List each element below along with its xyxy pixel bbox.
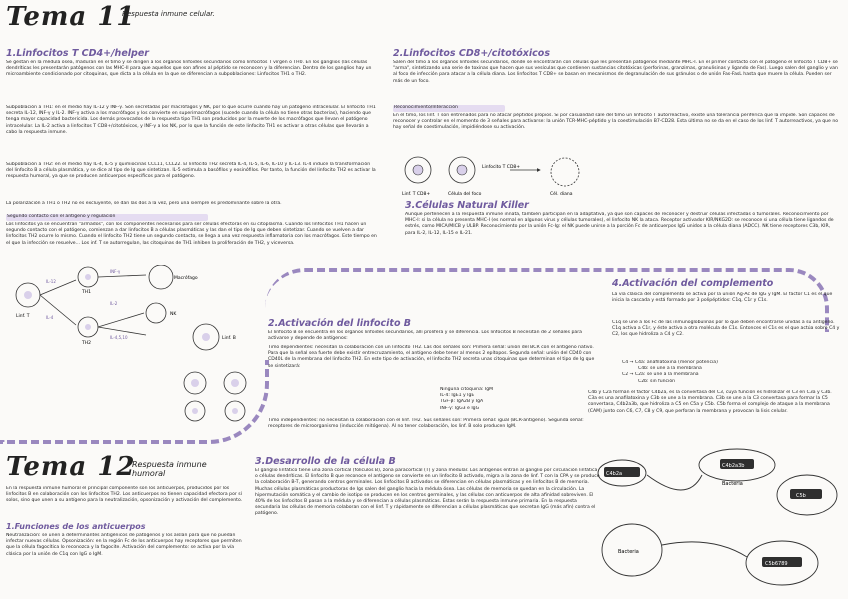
section-1-second-contact-heading: Segundo contacto con el antígeno y regulación xyxy=(6,214,208,221)
section-1-p3: Subpoblación a TH2: en el medio hay IL-4, IL-5 y quimiocinas CCL11, CCL22. El linfocito TH2 secreta IL-4, IL-5, IL-6, IL-10 y IL-13. IL-4 induce la transformación del linfocito B a célula plasmática, y se dice al tipo de Ig que sintetizan. IL-5 estimula a basófilos y eosinófilos. Por tanto, la función del linfocito TH2 es activar la respuesta humoral, ya que se producen anticuerpos específicos para el patógeno. xyxy=(6,162,376,180)
tema12-section-2-p2: Timo dependientes: necesitan la colaboración con un linfocito TH2. Las dos señales son: Primera señal: unión del BCR con el antígeno nativo. Para que la señal sea fuerte debe existir entrecruzamiento, el antígeno debe tener al menos 2 epítopos. Segunda señal: unión del CD40 con CD40L de la membrana del linfocito TH2. En este tipo de activación, el linfocito TH2 secreta unas citoquinas que determinan el tipo de Ig que se sintetizará: xyxy=(268,345,595,369)
complement-item: C4b: se une a la membrana xyxy=(638,366,702,372)
section-1-heading: 1.Linfocitos T CD4+/helper xyxy=(6,48,149,59)
tema-12-title: Tema 12 xyxy=(6,452,136,482)
section-2-heading: 2.Linfocitos CD8+/citotóxicos xyxy=(393,48,550,59)
diagram-label-4: TH2 xyxy=(82,341,91,346)
diagram-label-5: INF-γ xyxy=(110,269,121,274)
complement-label-0: C4b2a xyxy=(606,471,623,477)
cd8-interaction-diagram xyxy=(400,150,600,200)
diagram-label-10: Linf. B xyxy=(222,336,236,341)
tema12-section-2-p3: Timo independientes: no necesitan la colaboración con el linf. TH2. Sus señales son: Primera señal: igual (BCR-antígeno). Segunda señal: receptores de microorganismo (inducción mitógena). Al no tener colaboración, los linf. B solo producen IgM. xyxy=(268,418,584,430)
complement-item: C4 → C4a: anafilatoxina (menor potencia) xyxy=(622,360,718,365)
complement-label-5: Bacteria xyxy=(722,481,743,487)
complement-label-1: C4b2a3b xyxy=(722,463,745,469)
b-cell-drawings xyxy=(175,365,265,425)
cytokine-item: TGF-β: IgA2B y IgA xyxy=(440,399,484,405)
th-polarization-diagram xyxy=(6,265,261,360)
diagram-label-8: Macrófago xyxy=(174,276,198,281)
cytokine-isotype-list xyxy=(440,387,590,412)
cytokine-item: IL-4: IgE1 y IgE xyxy=(440,393,475,399)
tema-12-section-1-text: Neutralización: se unen a determinantes antigénicos de patógenos y los aíslan para que no puedan infectar nuevas células. Opsonización: en la región Fc de los anticuerpos hay receptores que permiten que la célula fagocítica lo reconozca y la fagocite. Activación del complemento: se activa por la vía clásica por la unión de C1q con IgG o IgM. xyxy=(6,533,242,557)
tema12-section-3-text: El ganglio linfático tiene una zona cortical (folículos B), zona paracortical (T) y zona medular. Los antígenos entran al ganglio por circulación linfática o células dendríticas. El linfocito B que reconoce el antígeno se convierte en un linfocito B activado, migra a la zona de linf. T con la CPA y se produce la colaboración B-T, generando centros germinales. Los linfocitos B activados se diferencian en células plasmáticas y en linfocitos B de memoria. Muchas células plasmáticas productoras de Igs salen del ganglio hacia la médula ósea. Las células de memoria se quedan en la circulación. La hipermutación somática y el cambio de isotipo se producen en los centros germinales, y las células con anticuerpos de alta afinidad sobreviven. El 40% de los linfocitos B pasan a la médula y se diferencian a células plasmáticas. Estas serán la respuesta inmune primaria. En la respuesta secundaria las células de memoria colaboran con el linf. T y rápidamente se diferencian a células plasmáticas que secretan IgG (más afín) contra el patógeno. xyxy=(255,468,600,517)
section-3-text: Aunque pertenecen a la respuesta inmune innata, también participan en la adaptativa, ya que son capaces de reconocer y destruir células infectadas o tumorales. Reconocimiento por MHC-I: si la célula no presenta MHC-I (es normal en algunos virus y células tumorales), el linfocito NK la ataca. Receptor activador KIR/NKG2D: se reconoce si una célula tiene ligandos de estrés, como MICA/MICB y ULBP. Reconocimiento por la unión Fc-Ig: el NK puede unirse a la porción Fc de anticuerpos IgG unidos a la célula diana (ADCC). NK tiene receptores C3b, KIR, para IL-2, IL-12, IL-15 e IL-21. xyxy=(405,212,834,236)
complement-cascade-diagram xyxy=(592,445,842,595)
section-4-p1: La vía clásica del complemento se activa por la unión Ag-Ac de IgG y IgM. El factor C1 es el que inicia la cascada y está formado por 3 polipéptidos: C1q, C1r y C1s. xyxy=(612,292,833,304)
section-4-p3: C4b y C2a forman el factor C4b2a, es la convertasa del C3, cuya función es hidrolizar el C3 en C3a y C3b. C3a es una anafilatoxina y C3b se une a la membrana. C3b se une a la C3 convertasa para formar la C5 convertasa, C4b2a3b, que hidroliza a C5 en C5a y C5b. C5b forma el complejo de ataque a la membrana (CAM) junto con C6, C7, C8 y C9, que perforan la membrana y provocan la lisis celular. xyxy=(588,390,832,414)
diagram-label-0: Linf. T xyxy=(16,314,30,319)
complement-split-list xyxy=(622,360,837,385)
complement-item: C2 → C2a: se une a la membrana xyxy=(622,372,699,378)
section-2-p1: Salen del timo a los órganos linfoides secundarios, donde se encontrarán con células que les presentan patógenos mediante MHC-I. En el primer contacto con el patógeno el linfocito T CD8+ se "arma", sintetizando una serie de toxinas que hacen que sus vesículas que contienen sustancias citotóxicas (perforinas, granzimas, granulisinas y ligando de Fas). Luego salen del ganglio y van al foco de infección para atacar a la célula diana. Los linfocitos T CD8+ se basan en mecanismos de degranulación de sus gránulos o de unión Fas-FasL hasta que muere la célula. Pueden ser más de un foco. xyxy=(393,60,838,84)
cell-label-2: Célula del foco xyxy=(448,192,482,197)
cytokine-item: Ninguna citoquina: IgM xyxy=(440,387,494,392)
diagram-label-2: IL-4 xyxy=(46,315,54,320)
section-4-p2: C1q se une a los Fc de las inmunoglobulinas por lo que deben encontrarse unidas a su antígeno. C1q activa a C1r, y éste activa a otra molécula de C1s. Entonces el C1s es el que actúa sobre C4 y C2, los que hidroliza a C4 y C2. xyxy=(612,320,840,338)
section-4-heading: 4.Activación del complemento xyxy=(612,278,774,289)
diagram-label-1: IL-12 xyxy=(46,279,56,284)
diagram-label-9: NK xyxy=(170,312,177,317)
section-2-p2: En el timo, los linf. T son entrenados para no atacar péptidos propios. Si por casualidad sale del timo un linfocito T autorreactivo, existe una tolerancia periférica que la impide. Son capaces de reconocer y controlar en el momento de 3 señales para activarse: la unión TCR-MHC-péptido y la coestimulación B7-CD28. Esta última no se da en el caso de los linf. T autorreactivos, ya que no hay señal de coestimulación, impidiéndose su activación. xyxy=(393,113,839,131)
section-1-p4: La polarización a TH1 o TH2 no es excluyente, se dan las dos a la vez, pero una siempre es predominante sobre la otra. xyxy=(6,201,282,206)
complement-item: C2b: sin función xyxy=(638,378,676,384)
complement-label-2: C5b xyxy=(796,493,806,499)
cell-label-3: Linfocito T CD8+ xyxy=(482,165,521,170)
cell-label-4: Cél. diana xyxy=(550,192,573,197)
tema12-section-3-heading: 3.Desarrollo de la célula B xyxy=(255,456,396,467)
section-1-p2: Subpoblación a TH1: en el medio hay IL-12 y INF-γ. Son secretadas por macrófagos y NK, por lo que ocurre cuando hay un patógeno intracelular. El linfocito TH1 secreta IL-12, INF-γ y IL-2. INF-γ activa a los macrófagos y los convierte en superimacrófagos (sucede cuando la célula no tiene otras bacterias), haciendo que tenga mayor capacidad bactericida. Los demás provocados de la respuesta tipo TH1 son producidos por la muerte de los macrófagos que llevan el patógeno intracelular. La IL-2 activa a linfocitos T CD8+/citotóxicos, y INF-γ a los NK, por lo que la función de este linfocito TH1 es activar a otras células que llevarán a cabo la respuesta inmune. xyxy=(6,105,376,135)
tema-11-subtitle: Respuesta inmune celular. xyxy=(122,10,215,18)
tema-12-intro: En la respuesta inmune humoral el principal componente son los anticuerpos, producidos por los linfocitos B en colaboración con los linfocitos TH2. Los anticuerpos no tienen capacidad efectora por sí solos, sino que unen a su antígeno para la neutralización, opsonización y activación del complemento. xyxy=(6,486,243,504)
diagram-label-7: IL-4,5,10 xyxy=(110,335,128,340)
diagram-label-6: IL-2 xyxy=(110,301,118,306)
complement-label-4: Bacteria xyxy=(618,549,639,555)
tema-12-section-1-heading: 1.Funciones de los anticuerpos xyxy=(6,522,146,531)
tema-11-title: Tema 11 xyxy=(6,2,136,32)
tema12-section-2-heading: 2.Activación del linfocito B xyxy=(268,318,412,329)
tema12-section-2-p1: El linfocito B se encuentra en los órganos linfoides secundarios, allí prolifera y se diferencia. Los linfocitos B necesitan de 2 señales para activarse y depende de antígenos: xyxy=(268,330,582,342)
cytokine-item: INF-γ: IgG3 e IgG xyxy=(440,405,480,411)
tema-12-subtitle: Respuesta inmune humoral xyxy=(132,460,207,478)
section-1-second-contact: Los linfocitos ya se encuentran "armados", con los componentes necesarios para ser células efectoras en su citoplasma. Cuando los linfocitos TH1 hacen un segundo contacto con el patógeno, comienzan a dar linfocitos B a células plasmáticas y las dan el tipo de Ig que deben sintetizar. Cuando se vuelven a dar linfocitos TH2 ocurre lo mismo. Cuando el linfocito TH2 tiene un segundo contacto, se llega a una vez respuesta inflamatoria con los macrófagos. Este tiempo en el que la infección se resuelve... Los inf. T se autorregulan, las citoquinas de TH1 inhiben la proliferación de TH2, y viceversa. xyxy=(6,222,377,246)
section-1-p1: Se gestan en la médula ósea, maduran en el timo y se dirigen a los órganos linfoides secundarios como linfocitos T vírgen o TH0. En los ganglios (las células dendríticas les presentarán patógenos con las MHC-II para que aquellos que son afines al péptido se reconocen y la diferencian. Dentro de los ganglios hay un microambiente condicionado por citoquinas, que dicta a la célula en la que se diferencian a subpoblaciones: Linfocitos TH1 o TH2. xyxy=(6,60,372,78)
section-2-recognition-heading: Reconocimiento/Interacción xyxy=(393,105,505,112)
complement-label-3: C5b6789 xyxy=(765,561,788,567)
diagram-label-3: TH1 xyxy=(82,290,91,295)
section-3-heading: 3.Células Natural Killer xyxy=(405,200,529,211)
cell-label-1: Linf. T CD8+ xyxy=(402,192,431,197)
